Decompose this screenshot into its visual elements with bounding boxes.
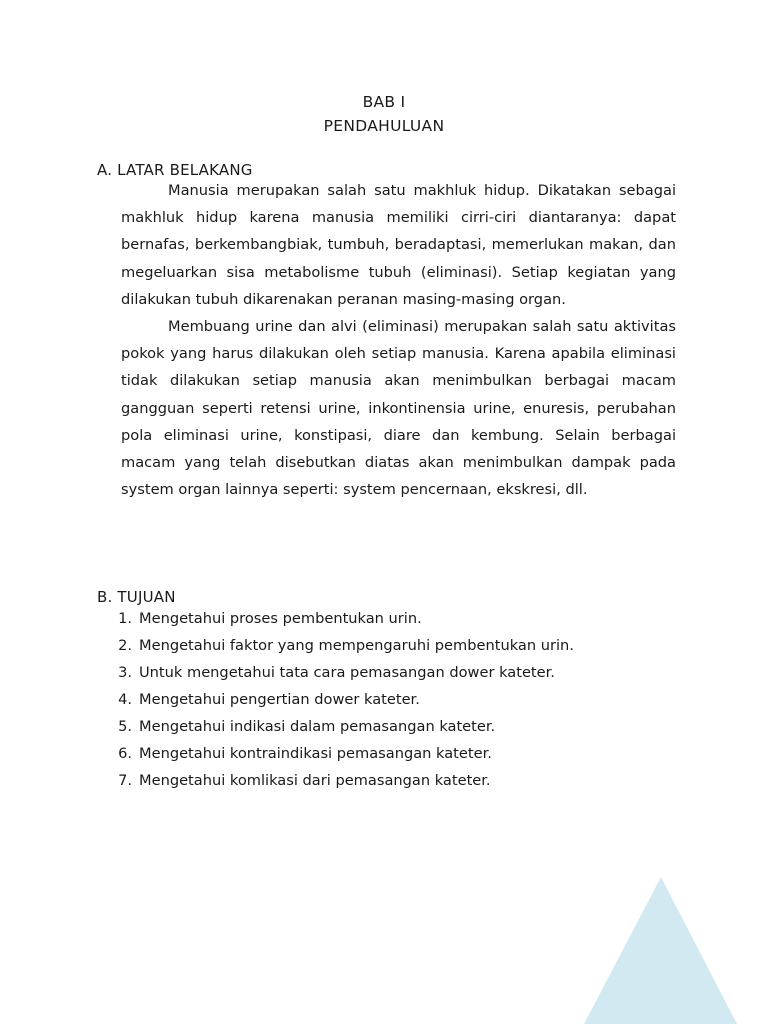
list-number: 4. bbox=[118, 691, 132, 708]
list-number: 1. bbox=[118, 610, 132, 627]
list-number: 3. bbox=[118, 664, 132, 681]
section-b-heading: B. TUJUAN bbox=[97, 588, 176, 606]
decorative-triangle bbox=[584, 877, 768, 1024]
triangle-shape bbox=[584, 877, 737, 1024]
list-text: Mengetahui komlikasi dari pemasangan kateter. bbox=[139, 772, 491, 789]
section-a-heading: A. LATAR BELAKANG bbox=[97, 161, 253, 179]
paragraph: Manusia merupakan salah satu makhluk hidup. Dikatakan sebagai makhluk hidup karena manusia memiliki cirri-ciri diantaranya: dapat bernafas, berkembangbiak, tumbuh, beradaptasi, memerlukan makan, dan megeluarkan sisa metabolisme tubuh (eliminasi). Setiap kegiatan yang dilakukan tubuh dikarenakan peranan masing-masing organ. bbox=[121, 182, 676, 308]
list-text: Mengetahui kontraindikasi pemasangan kateter. bbox=[139, 745, 492, 762]
list-text: Mengetahui indikasi dalam pemasangan kateter. bbox=[139, 718, 496, 735]
chapter-number: BAB I bbox=[362, 93, 406, 111]
list-number: 7. bbox=[118, 772, 132, 789]
list-text: Mengetahui pengertian dower kateter. bbox=[139, 691, 420, 708]
list-text: Mengetahui proses pembentukan urin. bbox=[139, 610, 422, 627]
list-number: 5. bbox=[118, 718, 132, 735]
list-text: Mengetahui faktor yang mempengaruhi pembentukan urin. bbox=[139, 637, 574, 654]
section-a-body bbox=[121, 177, 676, 503]
list-text: Untuk mengetahui tata cara pemasangan dower kateter. bbox=[139, 664, 555, 681]
chapter-title: PENDAHULUAN bbox=[323, 117, 445, 135]
list-number: 2. bbox=[118, 637, 132, 654]
list-number: 6. bbox=[118, 745, 132, 762]
paragraph: Membuang urine dan alvi (eliminasi) merupakan salah satu aktivitas pokok yang harus dilakukan oleh setiap manusia. Karena apabila eliminasi tidak dilakukan setiap manusia akan menimbulkan berbagai macam gangguan seperti retensi urine, inkontinensia urine, enuresis, perubahan pola eliminasi urine, konstipasi, diare dan kembung. Selain berbagai macam yang telah disebutkan diatas akan menimbulkan dampak pada system organ lainnya seperti: system pencernaan, ekskresi, dll. bbox=[121, 318, 676, 499]
